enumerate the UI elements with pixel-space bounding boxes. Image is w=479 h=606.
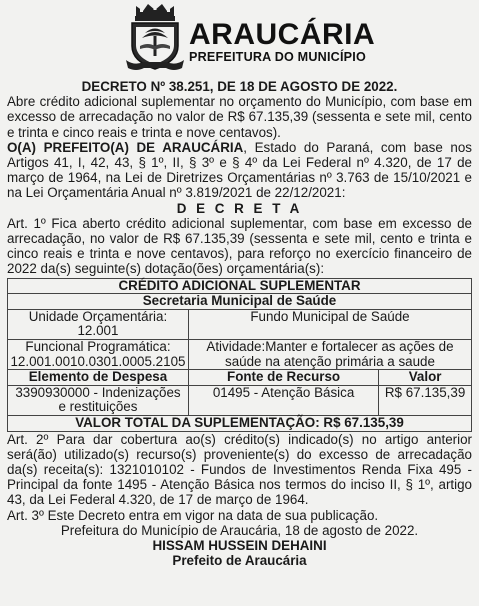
municipal-coat-of-arms-logo <box>124 2 186 72</box>
decreta-heading: D E C R E T A <box>176 200 303 216</box>
funcional-cell <box>8 340 189 370</box>
table-row <box>8 294 472 310</box>
decree-title: DECRETO Nº 38.251, DE 18 DE AGOSTO DE 2022. <box>81 79 398 94</box>
col-fonte-header: Fonte de Recurso <box>188 370 378 386</box>
secretaria-cell: Secretaria Municipal de Saúde <box>8 294 472 310</box>
fundo-cell: Fundo Municipal de Saúde <box>188 309 471 339</box>
article-3: Art. 3º Este Decreto entra em vigor na data de sua publicação. <box>7 507 379 523</box>
table-row <box>8 278 472 294</box>
total-cell: VALOR TOTAL DA SUPLEMENTAÇÃO: R$ 67.135,39 <box>8 415 472 431</box>
col-valor-header: Valor <box>379 370 472 386</box>
preamble-rest: , Estado do Paraná, com base nos Artigos 41, I, 42, 43, § 1º, II, § 3º e § 4º da Lei Federal nº 4.320, de 17 de março de 1964, na Lei de Diretrizes Orçamentárias nº 3.763 de 15/10/2021 e na Lei Orçamentária Anual nº 3.819/2021 de 22/12/2021: <box>7 139 472 201</box>
header <box>7 0 472 74</box>
decree-preamble <box>7 140 472 201</box>
signer-role: Prefeito de Araucária <box>172 553 307 569</box>
funcional-label: Funcional Programática: <box>25 339 171 355</box>
signer-name: HISSAM HUSSEIN DEHAINI <box>152 538 327 553</box>
atividade-cell: Atividade:Manter e fortalecer as ações de saúde na atenção primária a saude <box>188 340 471 370</box>
table-row <box>8 340 472 370</box>
fonte-cell: 01495 - Atenção Básica <box>188 385 378 415</box>
table-row <box>8 385 472 415</box>
table-row <box>8 415 472 431</box>
article-2: Art. 2º Para dar cobertura ao(s) crédito(s) indicado(s) no artigo anterior será(ão) utilizado(s) recurso(s) proveniente(s) do excesso de arrecadação da(s) receita(s): 1321010102 - Fundos de Investimentos Renda Fixa 495 - Principal da fonte 1495 - Atenção Básica nos termos do inciso II, § 1º, artigo 43, da Lei Federal 4.320, de 17 de março de 1964. <box>7 431 472 508</box>
decree-summary: Abre crédito adicional suplementar no orçamento do Município, com base em excesso de arrecadação no valor de R$ 67.135,39 (sessenta e sete mil, cento e trinta e cinco reais e trinta e nove centavos). <box>7 94 472 140</box>
funcional-value: 12.001.0010.0301.0005.2105 <box>10 353 186 369</box>
preamble-lead: O(A) PREFEITO(A) DE ARAUCÁRIA <box>7 139 244 155</box>
col-elemento-header: Elemento de Despesa <box>8 370 189 386</box>
credit-table <box>7 278 472 432</box>
brand-name: ARAUCÁRIA <box>189 18 376 51</box>
article-1: Art. 1º Fica aberto crédito adicional suplementar, com base em excesso de arrecadação, no valor de R$ 67.135,39 (sessenta e sete mil, cento e trinta e cinco reais e trinta e nove centavos), para reforço no exercício financeiro de 2022 da(s) seguinte(s) dotação(ões) orçamentária(s): <box>7 215 472 277</box>
table-header-row <box>8 370 472 386</box>
brand <box>189 20 375 64</box>
decree-body <box>7 79 472 568</box>
unidade-cell: Unidade Orçamentária: 12.001 <box>8 309 189 339</box>
brand-subtitle: PREFEITURA DO MUNICÍPIO <box>189 50 366 64</box>
place-date: Prefeitura do Município de Araucária, 18 de agosto de 2022. <box>60 522 419 538</box>
table-row <box>8 309 472 339</box>
table-title: CRÉDITO ADICIONAL SUPLEMENTAR <box>8 278 472 294</box>
valor-cell: R$ 67.135,39 <box>379 385 472 415</box>
elemento-cell: 3390930000 - Indenizações e restituições <box>8 385 189 415</box>
